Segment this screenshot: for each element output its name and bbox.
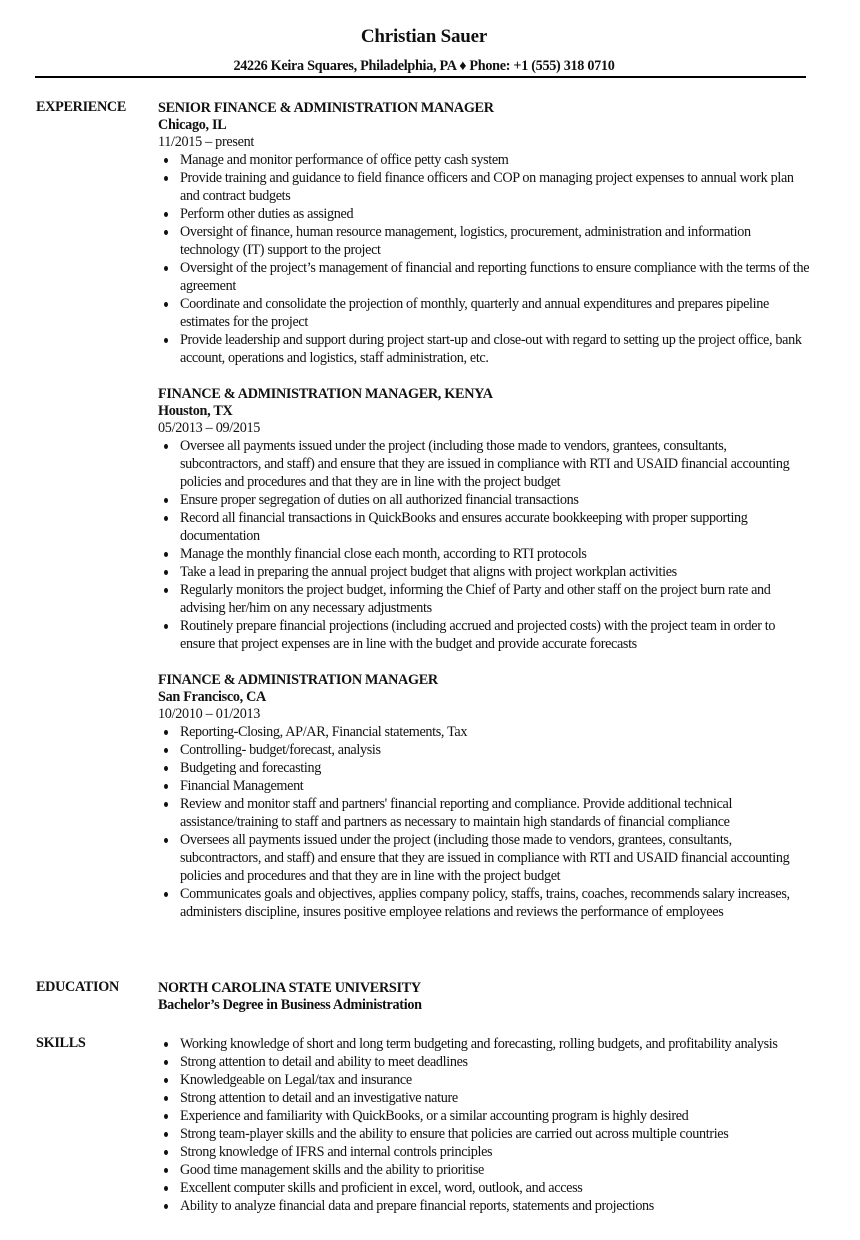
job-dates: 10/2010 – 01/2013 xyxy=(158,706,261,722)
bullet-icon xyxy=(164,730,168,735)
bullet-item xyxy=(158,1071,810,1089)
bullet-item xyxy=(158,777,810,795)
skills-list xyxy=(158,1035,818,1215)
bullet-item xyxy=(158,437,810,491)
bullet-icon xyxy=(164,266,168,271)
candidate-name: Christian Sauer xyxy=(360,26,488,47)
bullet-text: Provide leadership and support during project start-up and close-out with regard to setting up the project office, bank account, operations and logistics, staff administration, etc. xyxy=(180,332,802,366)
job-dates: 11/2015 – present xyxy=(158,134,255,150)
bullet-text: Ensure proper segregation of duties on all authorized financial transactions xyxy=(180,492,579,508)
job-entry xyxy=(158,99,818,367)
bullet-text: Provide training and guidance to field finance officers and COP on managing project expenses to annual work plan and contract budgets xyxy=(180,170,794,204)
bullet-item xyxy=(158,581,810,617)
bullet-text: Coordinate and consolidate the projection of monthly, quarterly and annual expenditures and prepares pipeline estimates for the project xyxy=(180,296,769,330)
education-entry xyxy=(158,979,818,1014)
bullet-icon xyxy=(164,498,168,503)
bullet-icon xyxy=(164,838,168,843)
job-title: FINANCE & ADMINISTRATION MANAGER xyxy=(158,672,438,688)
skills-entry xyxy=(158,1035,818,1215)
bullet-icon xyxy=(164,338,168,343)
bullet-icon xyxy=(164,802,168,807)
job-bullets xyxy=(158,151,818,367)
bullet-icon xyxy=(164,1042,168,1047)
bullet-item xyxy=(158,1053,810,1071)
bullet-icon xyxy=(164,624,168,629)
bullet-item xyxy=(158,1179,810,1197)
bullet-text: Regularly monitors the project budget, informing the Chief of Party and other staff on the project burn rate and advising her/him on any necessary adjustments xyxy=(180,582,771,616)
bullet-icon xyxy=(164,1186,168,1191)
bullet-text: Excellent computer skills and proficient in excel, word, outlook, and access xyxy=(180,1180,583,1196)
bullet-icon xyxy=(164,1078,168,1083)
bullet-text: Manage and monitor performance of office petty cash system xyxy=(180,152,509,168)
bullet-item xyxy=(158,295,810,331)
job-bullets xyxy=(158,437,818,653)
bullet-icon xyxy=(164,230,168,235)
bullet-text: Budgeting and forecasting xyxy=(180,760,321,776)
bullet-icon xyxy=(164,176,168,181)
job-title: SENIOR FINANCE & ADMINISTRATION MANAGER xyxy=(158,100,494,116)
bullet-icon xyxy=(164,212,168,217)
bullet-icon xyxy=(164,302,168,307)
bullet-icon xyxy=(164,516,168,521)
bullet-item xyxy=(158,491,810,509)
bullet-item xyxy=(158,885,810,921)
bullet-icon xyxy=(164,892,168,897)
bullet-text: Controlling- budget/forecast, analysis xyxy=(180,742,381,758)
bullet-item xyxy=(158,331,810,367)
bullet-item xyxy=(158,759,810,777)
bullet-item xyxy=(158,1143,810,1161)
school-name: NORTH CAROLINA STATE UNIVERSITY xyxy=(158,980,421,996)
section-label-experience: EXPERIENCE xyxy=(36,99,127,115)
degree: Bachelor’s Degree in Business Administration xyxy=(158,997,422,1013)
bullet-text: Strong knowledge of IFRS and internal controls principles xyxy=(180,1144,493,1160)
job-location: San Francisco, CA xyxy=(158,689,267,705)
header-divider xyxy=(35,76,806,78)
bullet-text: Strong attention to detail and ability to meet deadlines xyxy=(180,1054,468,1070)
bullet-text: Oversees all payments issued under the project (including those made to vendors, grantees, consultants, subcontractors, and staff) and ensure that they are issued in compliance with RTI and USAID financial accounting policies and procedures and that they are in line with the project budget xyxy=(180,832,790,884)
bullet-item xyxy=(158,1197,810,1215)
bullet-item xyxy=(158,205,810,223)
bullet-item xyxy=(158,795,810,831)
bullet-item xyxy=(158,169,810,205)
bullet-item xyxy=(158,151,810,169)
bullet-text: Reporting-Closing, AP/AR, Financial statements, Tax xyxy=(180,724,468,740)
bullet-item xyxy=(158,723,810,741)
bullet-icon xyxy=(164,784,168,789)
bullet-icon xyxy=(164,1132,168,1137)
bullet-text: Financial Management xyxy=(180,778,304,794)
bullet-text: Strong team-player skills and the ability to ensure that policies are carried out across multiple countries xyxy=(180,1126,729,1142)
bullet-item xyxy=(158,563,810,581)
bullet-item xyxy=(158,1161,810,1179)
bullet-icon xyxy=(164,1168,168,1173)
bullet-text: Ability to analyze financial data and prepare financial reports, statements and projections xyxy=(180,1198,654,1214)
job-title: FINANCE & ADMINISTRATION MANAGER, KENYA xyxy=(158,386,493,402)
bullet-icon xyxy=(164,1060,168,1065)
bullet-text: Experience and familiarity with QuickBooks, or a similar accounting program is highly desired xyxy=(180,1108,689,1124)
job-entry xyxy=(158,671,818,921)
bullet-icon xyxy=(164,444,168,449)
bullet-icon xyxy=(164,158,168,163)
job-entry xyxy=(158,385,818,653)
bullet-item xyxy=(158,831,810,885)
section-label-skills: SKILLS xyxy=(36,1035,86,1051)
bullet-text: Oversee all payments issued under the project (including those made to vendors, grantees, consultants, subcontractors, and staff) and ensure that they are issued in compliance with RTI and USAID financial accounting policies and procedures and that they are in line with the project budget xyxy=(180,438,790,490)
bullet-text: Communicates goals and objectives, applies company policy, staffs, trains, coaches, recommends salary increases, administers discipline, insures positive employee relations and reviews the performance of employees xyxy=(180,886,790,920)
bullet-item xyxy=(158,545,810,563)
bullet-icon xyxy=(164,1204,168,1209)
bullet-item xyxy=(158,617,810,653)
bullet-text: Working knowledge of short and long term budgeting and forecasting, rolling budgets, and profitability analysis xyxy=(180,1036,778,1052)
job-location: Houston, TX xyxy=(158,403,233,419)
bullet-icon xyxy=(164,1096,168,1101)
bullet-item xyxy=(158,1089,810,1107)
bullet-item xyxy=(158,741,810,759)
bullet-icon xyxy=(164,570,168,575)
bullet-text: Record all financial transactions in QuickBooks and ensures accurate bookkeeping with proper supporting documentation xyxy=(180,510,748,544)
bullet-item xyxy=(158,1035,810,1053)
bullet-item xyxy=(158,223,810,259)
job-location: Chicago, IL xyxy=(158,117,227,133)
job-dates: 05/2013 – 09/2015 xyxy=(158,420,261,436)
bullet-item xyxy=(158,509,810,545)
bullet-text: Oversight of finance, human resource management, logistics, procurement, administration and information technology (IT) support to the project xyxy=(180,224,751,258)
bullet-icon xyxy=(164,748,168,753)
bullet-icon xyxy=(164,588,168,593)
bullet-item xyxy=(158,259,810,295)
bullet-icon xyxy=(164,1114,168,1119)
bullet-text: Good time management skills and the ability to prioritise xyxy=(180,1162,484,1178)
bullet-text: Manage the monthly financial close each month, according to RTI protocols xyxy=(180,546,587,562)
bullet-text: Oversight of the project’s management of financial and reporting functions to ensure compliance with the terms of the agreement xyxy=(180,260,810,294)
bullet-text: Routinely prepare financial projections (including accrued and projected costs) with the project team in order to ensure that project expenses are in line with the budget and provide accurate forecasts xyxy=(180,618,776,652)
section-label-education: EDUCATION xyxy=(36,979,119,995)
bullet-icon xyxy=(164,1150,168,1155)
bullet-text: Knowledgeable on Legal/tax and insurance xyxy=(180,1072,412,1088)
bullet-item xyxy=(158,1125,810,1143)
bullet-text: Perform other duties as assigned xyxy=(180,206,354,222)
bullet-icon xyxy=(164,766,168,771)
bullet-text: Strong attention to detail and an investigative nature xyxy=(180,1090,458,1106)
experience-list xyxy=(158,99,818,939)
bullet-text: Review and monitor staff and partners' financial reporting and compliance. Provide additional technical assistance/training to staff and partners as necessary to maintain high standards of financial compliance xyxy=(180,796,733,830)
contact-line: 24226 Keira Squares, Philadelphia, PA ♦ Phone: +1 (555) 318 0710 xyxy=(233,58,615,74)
job-bullets xyxy=(158,723,818,921)
bullet-icon xyxy=(164,552,168,557)
bullet-item xyxy=(158,1107,810,1125)
bullet-text: Take a lead in preparing the annual project budget that aligns with project workplan activities xyxy=(180,564,677,580)
